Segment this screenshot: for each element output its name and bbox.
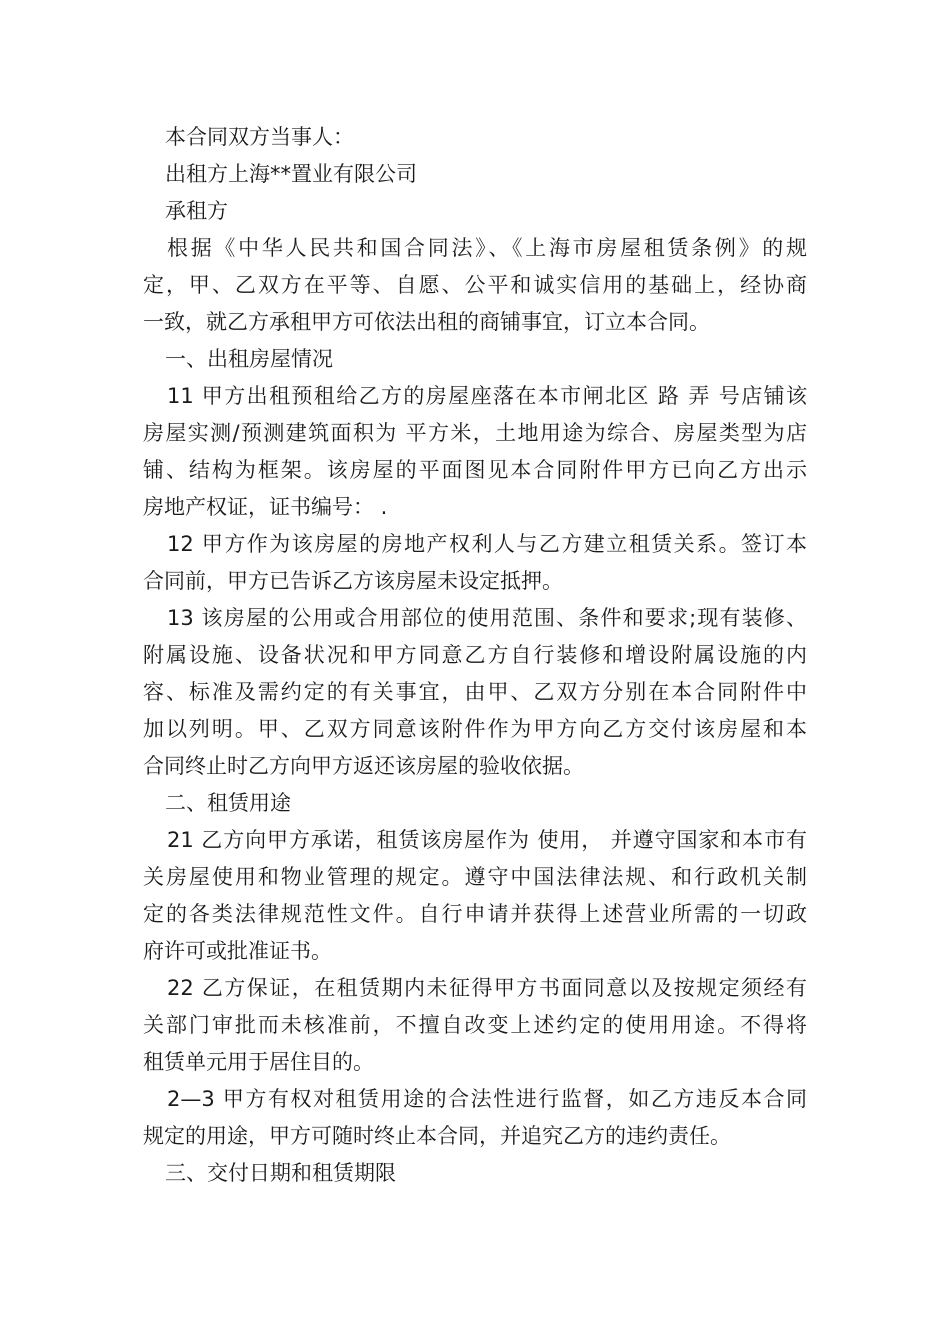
paragraph-line: 13 该房屋的公用或合用部位的使用范围、条件和要求;现有装修、 (167, 606, 807, 630)
paragraph-line: 2—3 甲方有权对租赁用途的合法性进行监督，如乙方违反本合同 (167, 1087, 807, 1111)
paragraph-line: 租赁单元用于居住目的。 (143, 1050, 374, 1074)
paragraph-line: 房屋实测/预测建筑面积为 平方米，土地用途为综合、房屋类型为店 (143, 421, 807, 445)
paragraph-line: 一致，就乙方承租甲方可依法出租的商铺事宜，订立本合同。 (143, 310, 710, 334)
paragraph-line: 根据《中华人民共和国合同法》、《上海市房屋租赁条例》的规 (167, 236, 807, 260)
lessee-line: 承租方 (165, 199, 228, 223)
clause-2-1 (143, 822, 807, 970)
paragraph-line: 房地产权证，证书编号： . (143, 495, 388, 519)
clause-2-3 (143, 1081, 807, 1155)
paragraph-line: 合同前，甲方已告诉乙方该房屋未设定抵押。 (143, 569, 563, 593)
clause-1-3 (143, 600, 807, 785)
paragraph-line: 11 甲方出租预租给乙方的房屋座落在本市闸北区 路 弄 号店铺该 (167, 384, 807, 408)
clause-1-2 (143, 526, 807, 600)
contract-text (143, 119, 807, 1192)
section-heading-3: 三、交付日期和租赁期限 (165, 1161, 396, 1185)
paragraph-line: 附属设施、设备状况和甲方同意乙方自行装修和增设附属设施的内 (143, 643, 807, 667)
paragraph-line: 21 乙方向甲方承诺，租赁该房屋作为 使用， 并遵守国家和本市有 (167, 828, 807, 852)
paragraph-line: 加以列明。甲、乙双方同意该附件作为甲方向乙方交付该房屋和本 (143, 717, 807, 741)
parties-heading: 本合同双方当事人： (165, 125, 354, 149)
section-heading-2: 二、租赁用途 (165, 791, 291, 815)
paragraph-line: 铺、结构为框架。该房屋的平面图见本合同附件甲方已向乙方出示 (143, 458, 807, 482)
paragraph-line: 规定的用途，甲方可随时终止本合同，并追究乙方的违约责任。 (143, 1124, 731, 1148)
lessor-line: 出租方上海**置业有限公司 (165, 162, 417, 186)
paragraph-line: 合同终止时乙方向甲方返还该房屋的验收依据。 (143, 754, 584, 778)
paragraph-line: 关部门审批而未核准前，不擅自改变上述约定的使用用途。不得将 (143, 1013, 807, 1037)
paragraph-line: 定，甲、乙双方在平等、自愿、公平和诚实信用的基础上，经协商 (143, 273, 807, 297)
clause-2-2 (143, 970, 807, 1081)
paragraph-line: 22 乙方保证，在租赁期内未征得甲方书面同意以及按规定须经有 (167, 976, 807, 1000)
paragraph-line: 关房屋使用和物业管理的规定。遵守中国法律法规、和行政机关制 (143, 865, 807, 889)
preamble-paragraph (143, 230, 807, 341)
section-heading-1: 一、出租房屋情况 (165, 347, 333, 371)
paragraph-line: 定的各类法律规范性文件。自行申请并获得上述营业所需的一切政 (143, 902, 807, 926)
paragraph-line: 容、标准及需约定的有关事宜，由甲、乙双方分别在本合同附件中 (143, 680, 807, 704)
paragraph-line: 府许可或批准证书。 (143, 939, 332, 963)
paragraph-line: 12 甲方作为该房屋的房地产权利人与乙方建立租赁关系。签订本 (167, 532, 807, 556)
clause-1-1 (143, 378, 807, 526)
